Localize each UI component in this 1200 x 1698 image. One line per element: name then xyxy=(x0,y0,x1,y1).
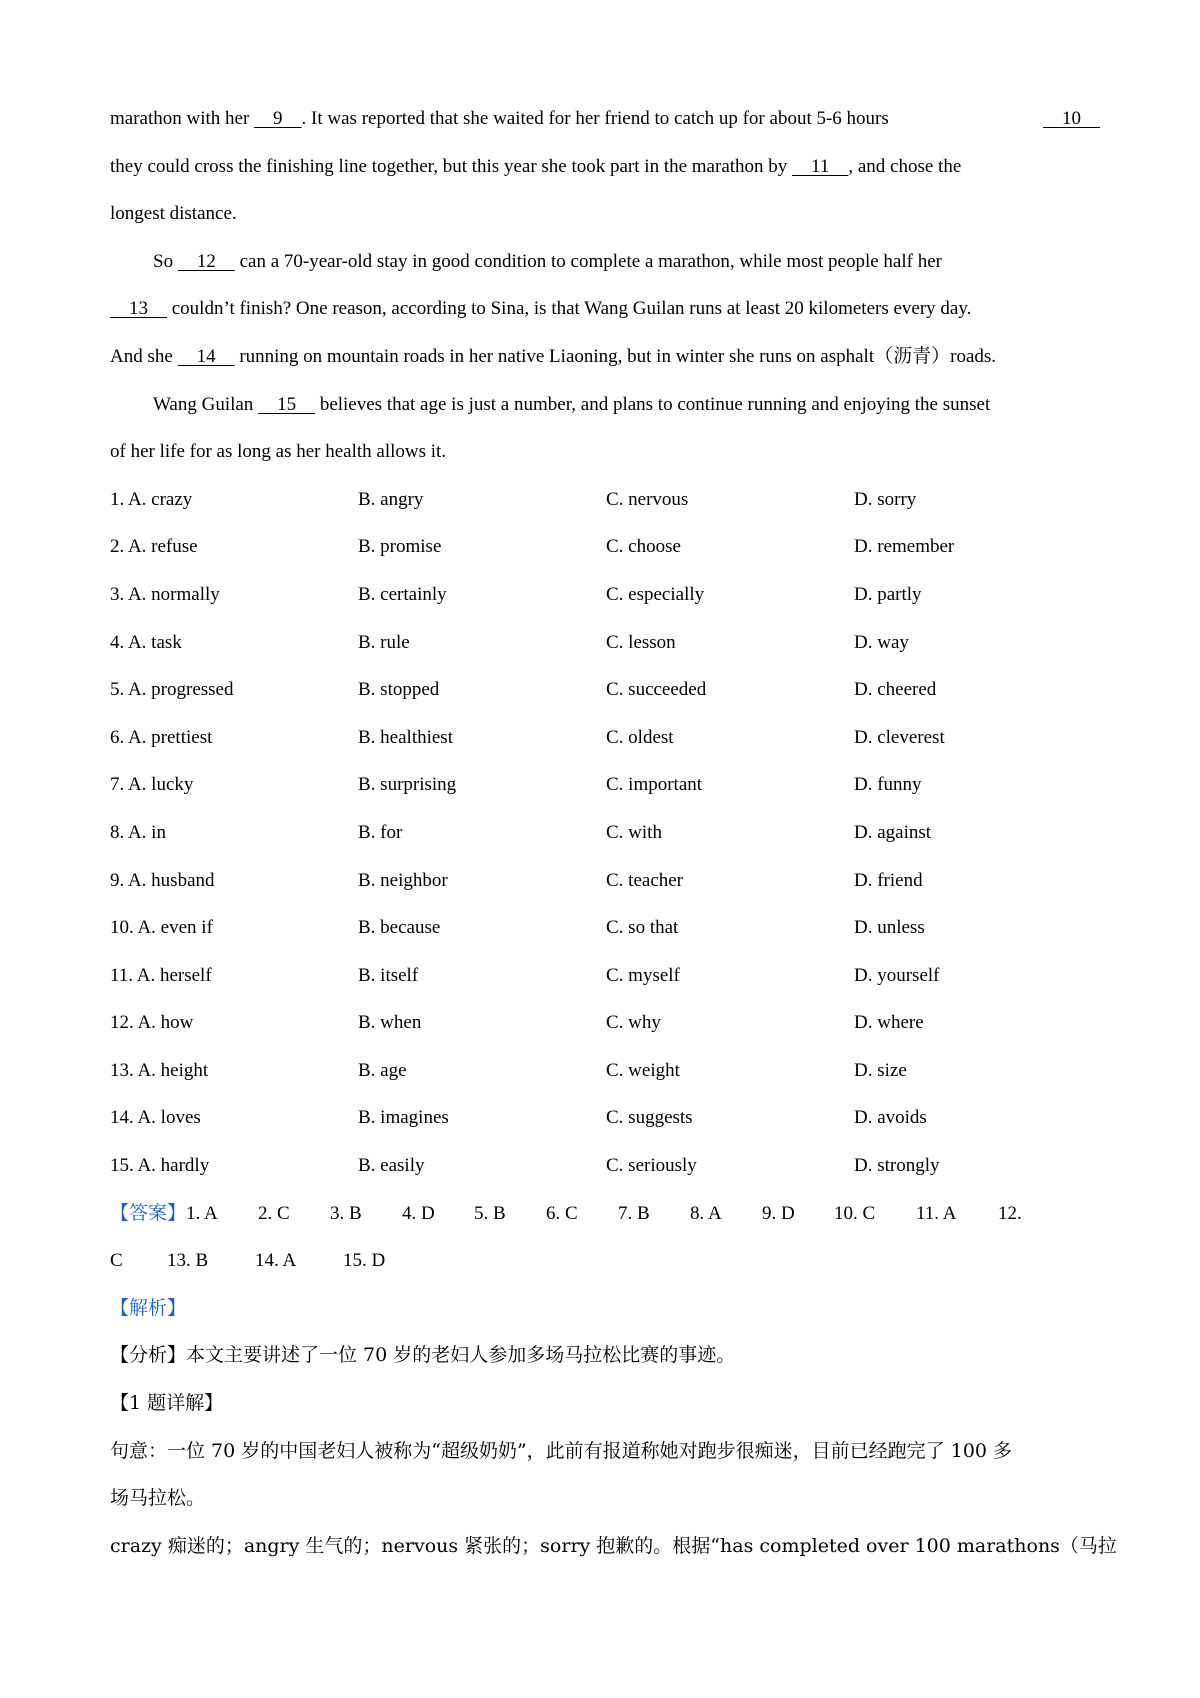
option-d: D. against xyxy=(854,821,932,843)
passage-text xyxy=(110,95,889,143)
option-a: 5. A. progressed xyxy=(110,679,234,701)
answer-item: 2. C xyxy=(258,1202,290,1224)
option-b: B. when xyxy=(358,1012,422,1034)
option-b: B. promise xyxy=(358,536,442,558)
question-1-title: 【1 题详解】 xyxy=(110,1392,224,1415)
option-row xyxy=(110,571,1100,619)
answer-item: 15. D xyxy=(343,1250,386,1272)
answer-item: 10. C xyxy=(834,1202,876,1224)
option-row xyxy=(110,857,1100,905)
answer-label: 【答案】 xyxy=(110,1201,187,1224)
text-run: So xyxy=(153,250,178,272)
option-row xyxy=(110,1142,1100,1190)
answer-item: 3. B xyxy=(330,1202,362,1224)
option-b: B. angry xyxy=(358,488,424,510)
option-c: C. especially xyxy=(606,583,705,605)
option-a: 13. A. height xyxy=(110,1059,209,1081)
option-d: D. friend xyxy=(854,869,923,891)
option-d: D. where xyxy=(854,1012,924,1034)
option-d: D. yourself xyxy=(854,964,940,986)
option-a: 1. A. crazy xyxy=(110,488,193,510)
option-c: C. oldest xyxy=(606,726,674,748)
passage-line xyxy=(110,143,1100,191)
passage-line xyxy=(110,285,1100,333)
passage-line xyxy=(110,381,1100,429)
option-b: B. for xyxy=(358,821,403,843)
blank-11: 11 xyxy=(792,155,849,177)
question-1-explanation: 场马拉松。 xyxy=(110,1487,206,1510)
question-1-explanation: 句意：一位 70 岁的中国老妇人被称为“超级奶奶”，此前有报道称她对跑步很痴迷，目前已经跑完了 100 多 xyxy=(110,1439,1013,1462)
passage-line xyxy=(110,238,1100,286)
option-c: C. with xyxy=(606,821,662,843)
option-a: 3. A. normally xyxy=(110,583,220,605)
option-c: C. important xyxy=(606,774,703,796)
answer-values xyxy=(186,1190,1028,1238)
option-c: C. why xyxy=(606,1012,661,1034)
answer-item: 8. A xyxy=(690,1202,722,1224)
option-d: D. unless xyxy=(854,917,925,939)
option-row xyxy=(110,999,1100,1047)
option-a: 8. A. in xyxy=(110,821,166,843)
option-a: 10. A. even if xyxy=(110,917,213,939)
option-d: D. avoids xyxy=(854,1107,927,1129)
option-row xyxy=(110,619,1100,667)
text-run: Wang Guilan xyxy=(153,393,259,415)
option-row xyxy=(110,904,1100,952)
option-row xyxy=(110,761,1100,809)
option-row xyxy=(110,714,1100,762)
option-c: C. choose xyxy=(606,536,681,558)
text-run: And she xyxy=(110,345,178,367)
passage-line xyxy=(110,95,1100,143)
option-b: B. easily xyxy=(358,1155,425,1177)
option-row xyxy=(110,523,1100,571)
answer-item: 14. A xyxy=(255,1250,297,1272)
option-d: D. way xyxy=(854,631,909,653)
text-run: believes that age is just a number, and plans to continue running and enjoying the sunset xyxy=(315,393,991,415)
text-run: , and chose the xyxy=(848,155,962,177)
option-row xyxy=(110,1047,1100,1095)
blank-10: 10 xyxy=(1043,108,1100,129)
option-b: B. stopped xyxy=(358,679,440,701)
options-list xyxy=(110,476,1100,1190)
option-b: B. surprising xyxy=(358,774,457,796)
option-a: 15. A. hardly xyxy=(110,1155,210,1177)
answer-item: 7. B xyxy=(618,1202,650,1224)
option-row xyxy=(110,476,1100,524)
option-c: C. succeeded xyxy=(606,679,707,701)
option-b: B. because xyxy=(358,917,441,939)
option-a: 12. A. how xyxy=(110,1012,194,1034)
option-d: D. strongly xyxy=(854,1155,940,1177)
answer-item: 11. A xyxy=(916,1202,957,1224)
answer-item: C xyxy=(110,1250,123,1272)
text-run: . It was reported that she waited for her friend to catch up for about 5-6 hours xyxy=(301,108,889,129)
option-d: D. size xyxy=(854,1059,907,1081)
option-c: C. suggests xyxy=(606,1107,693,1129)
option-d: D. funny xyxy=(854,774,922,796)
option-b: B. itself xyxy=(358,964,419,986)
option-a: 6. A. prettiest xyxy=(110,726,213,748)
answer-line xyxy=(110,1190,1100,1238)
option-b: B. rule xyxy=(358,631,410,653)
answer-item: 5. B xyxy=(474,1202,506,1224)
answer-item: 1. A xyxy=(186,1202,218,1224)
blank-14: 14 xyxy=(177,345,235,367)
option-b: B. imagines xyxy=(358,1107,449,1129)
answer-item: 6. C xyxy=(546,1202,578,1224)
option-b: B. healthiest xyxy=(358,726,453,748)
passage-line: longest distance. xyxy=(110,203,237,225)
option-a: 14. A. loves xyxy=(110,1107,201,1129)
answer-item: 9. D xyxy=(762,1202,795,1224)
analysis-summary: 【分析】本文主要讲述了一位 70 岁的老妇人参加多场马拉松比赛的事迹。 xyxy=(110,1344,736,1367)
option-d: D. cheered xyxy=(854,679,937,701)
text-run: marathon with her xyxy=(110,108,255,129)
blank-15: 15 xyxy=(258,393,316,415)
analysis-label: 【解析】 xyxy=(110,1296,187,1319)
answer-item: 12. xyxy=(998,1202,1022,1224)
answer-item: 4. D xyxy=(402,1202,435,1224)
option-c: C. myself xyxy=(606,964,680,986)
blank-9: 9 xyxy=(254,108,302,129)
option-c: C. so that xyxy=(606,917,679,939)
option-a: 9. A. husband xyxy=(110,869,215,891)
option-row xyxy=(110,666,1100,714)
option-row xyxy=(110,952,1100,1000)
option-a: 11. A. herself xyxy=(110,964,212,986)
option-a: 2. A. refuse xyxy=(110,536,198,558)
option-c: C. lesson xyxy=(606,631,676,653)
text-run: they could cross the finishing line together, but this year she took part in the marathon by xyxy=(110,155,793,177)
option-d: D. partly xyxy=(854,583,922,605)
question-1-explanation: crazy 痴迷的；angry 生气的；nervous 紧张的；sorry 抱歉的。根据“has completed over 100 marathons（马拉 xyxy=(110,1534,1117,1557)
text-run: can a 70-year-old stay in good condition to complete a marathon, while most people half her xyxy=(234,250,942,272)
document-page xyxy=(110,95,1117,1570)
option-a: 4. A. task xyxy=(110,631,182,653)
option-d: D. cleverest xyxy=(854,726,945,748)
blank-12: 12 xyxy=(177,250,235,272)
option-b: B. certainly xyxy=(358,583,447,605)
answer-line-2 xyxy=(110,1237,1100,1285)
option-d: D. sorry xyxy=(854,488,917,510)
option-row xyxy=(110,809,1100,857)
option-c: C. nervous xyxy=(606,488,689,510)
option-b: B. age xyxy=(358,1059,407,1081)
option-c: C. teacher xyxy=(606,869,684,891)
answer-item: 13. B xyxy=(167,1250,209,1272)
option-b: B. neighbor xyxy=(358,869,448,891)
option-c: C. seriously xyxy=(606,1155,697,1177)
passage-line: of her life for as long as her health allows it. xyxy=(110,441,447,463)
text-run: running on mountain roads in her native Liaoning, but in winter she runs on asphalt（沥青）roads. xyxy=(234,345,997,367)
option-d: D. remember xyxy=(854,536,955,558)
option-c: C. weight xyxy=(606,1059,680,1081)
option-row xyxy=(110,1094,1100,1142)
passage-line xyxy=(110,333,1100,381)
blank-13: 13 xyxy=(110,298,167,320)
option-a: 7. A. lucky xyxy=(110,774,194,796)
text-run: couldn’t finish? One reason, according to Sina, is that Wang Guilan runs at least 20 kilometers every day. xyxy=(167,298,972,320)
